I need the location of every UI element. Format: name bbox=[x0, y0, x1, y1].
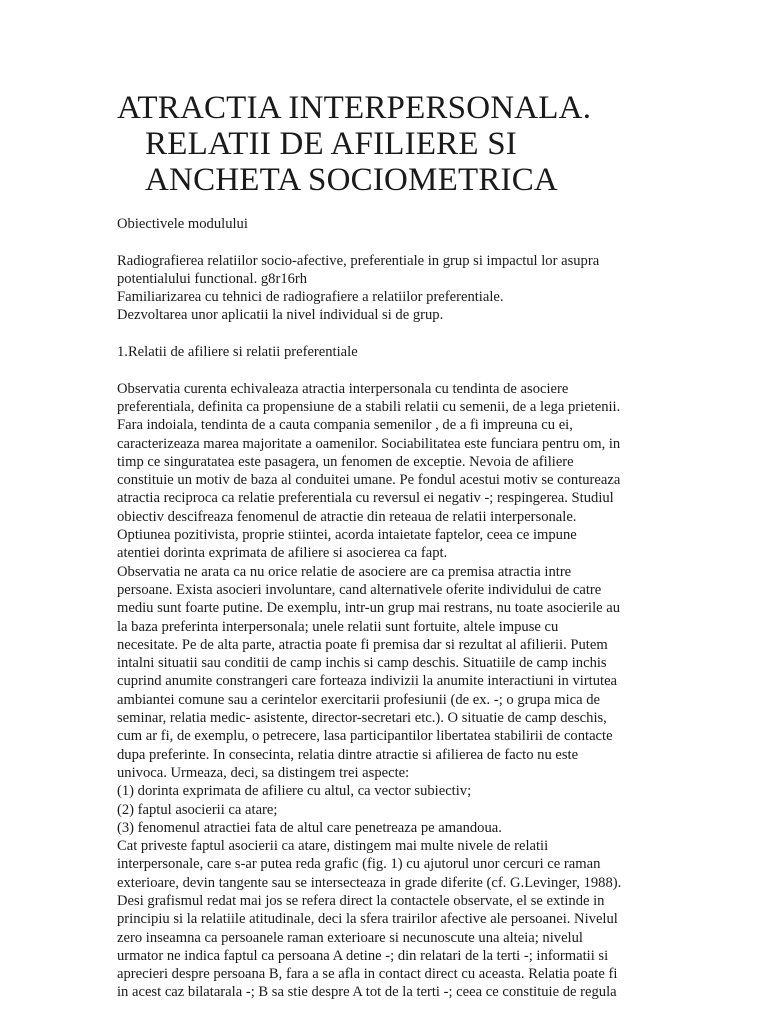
body-line: dupa preferinte. In consecinta, relatia dintre atractie si afilierea de facto nu este bbox=[117, 746, 579, 763]
body-line: caracterizeaza marea majoritate a oamenilor. Sociabilitatea este funciara pentru om, in bbox=[117, 435, 621, 452]
body-line: Observatia ne arata ca nu orice relatie de asociere are ca premisa atractia intre bbox=[117, 563, 572, 580]
body-line: in acest caz bilatarala -; B sa stie despre A tot de la terti -; ceea ce constituie de regula bbox=[117, 984, 617, 1001]
body-line: interpersonale, care s-ar putea reda grafic (fig. 1) cu ajutorul unor cercuri ce raman bbox=[117, 856, 601, 873]
document-page bbox=[117, 90, 657, 1002]
objectives-line: potentialului functional. g8r16rh bbox=[117, 270, 308, 287]
title-line: ANCHETA SOCIOMETRICA bbox=[145, 162, 558, 198]
body-line: timp ce singuratatea este pasagera, un fenomen de exceptie. Nevoia de afiliere bbox=[117, 453, 574, 470]
body-line: cum ar fi, de exemplu, o petrecere, lasa participantilor libertatea stabilirii de contacte bbox=[117, 728, 613, 745]
objectives-line: Dezvoltarea unor aplicatii la nivel individual si de grup. bbox=[117, 307, 444, 324]
body-line: obiectiv descifreaza fenomenul de atractie din reteaua de relatii interpersonale. bbox=[117, 508, 577, 525]
body-line: univoca. Urmeaza, deci, sa distingem trei aspecte: bbox=[117, 764, 410, 781]
body-text bbox=[117, 380, 657, 1002]
body-line: seminar, relatia medic- asistente, director-secretari etc.). O situatie de camp deschis, bbox=[117, 710, 607, 727]
body-line: (3) fenomenul atractiei fata de altul care penetreaza pe amandoua. bbox=[117, 819, 502, 836]
objectives-line: Familiarizarea cu tehnici de radiografiere a relatiilor preferentiale. bbox=[117, 289, 504, 306]
body-line: (1) dorinta exprimata de afiliere cu altul, ca vector subiectiv; bbox=[117, 783, 472, 800]
body-line: atractia reciproca ca relatie preferentiala cu reversul ei negativ -; respingerea. Studiul bbox=[117, 490, 614, 507]
document-title bbox=[117, 90, 657, 203]
objectives-heading: Obiectivele modulului bbox=[117, 216, 248, 232]
objectives-list bbox=[117, 252, 657, 325]
body-line: Optiunea pozitivista, proprie stiintei, acorda intaietate faptelor, ceea ce impune bbox=[117, 527, 577, 544]
body-line: principiu si la relatiile atitudinale, deci la sfera trairilor afective ale persoanei. Nivelul bbox=[117, 911, 618, 928]
title-line: ATRACTIA INTERPERSONALA. bbox=[117, 90, 592, 126]
body-line: Fara indoiala, tendinta de a cauta compania semenilor , de a fi impreuna cu ei, bbox=[117, 417, 573, 434]
body-line: persoane. Exista asocieri involuntare, cand alternativele oferite individului de catre bbox=[117, 581, 602, 598]
body-line: ambiantei comune sau a cerintelor exercitarii profesiunii (de ex. -; o grupa mica de bbox=[117, 691, 601, 708]
objectives-line: Radiografierea relatiilor socio-afective, preferentiale in grup si impactul lor asupra bbox=[117, 252, 600, 269]
body-line: intalni situatii sau conditii de camp inchis si camp deschis. Situatiile de camp inchis bbox=[117, 655, 607, 672]
body-line: zero inseamna ca persoanele raman exterioare si necunoscute una alteia; nivelul bbox=[117, 929, 583, 946]
body-line: preferentiala, definita ca propensiune de a stabili relatii cu semenii, de a lega prietenii. bbox=[117, 398, 621, 415]
body-line: necesitate. Pe de alta parte, atractia poate fi premisa dar si rezultat al afilierii. Putem bbox=[117, 636, 608, 653]
body-line: Observatia curenta echivaleaza atractia interpersonala cu tendinta de asociere bbox=[117, 380, 569, 397]
body-line: la baza preferinta interpersonala; unele relatii sunt fortuite, altele impuse cu bbox=[117, 618, 559, 635]
body-line: atentiei dorinta exprimata de afiliere si asocierea ca fapt. bbox=[117, 545, 448, 562]
body-line: aprecieri despre persoana B, fara a se afla in contact direct cu aceasta. Relatia poate fi bbox=[117, 966, 618, 983]
body-line: Cat priveste faptul asocierii ca atare, distingem mai multe nivele de relatii bbox=[117, 838, 549, 855]
body-line: (2) faptul asocierii ca atare; bbox=[117, 801, 278, 818]
body-line: exterioare, devin tangente sau se intersecteaza in grade diferite (cf. G.Levinger, 1988). bbox=[117, 874, 622, 891]
body-line: Desi grafismul redat mai jos se refera direct la contactele observate, el se extinde in bbox=[117, 892, 605, 909]
body-line: cuprind anumite constrangeri care forteaza indivizii la anumite interactiuni in virtutea bbox=[117, 673, 618, 690]
body-line: mediu sunt foarte putine. De exemplu, intr-un grup mai restrans, nu toate asocierile au bbox=[117, 600, 621, 617]
section-heading: 1.Relatii de afiliere si relatii preferentiale bbox=[117, 344, 358, 361]
body-line: urmator ne indica faptul ca persoana A detine -; din relatari de la terti -; informatii si bbox=[117, 947, 609, 964]
body-line: constituie un motiv de baza al conduitei umane. Pe fondul acestui motiv se contureaza bbox=[117, 472, 621, 489]
title-heading bbox=[117, 90, 657, 198]
title-line: RELATII DE AFILIERE SI bbox=[145, 126, 517, 162]
